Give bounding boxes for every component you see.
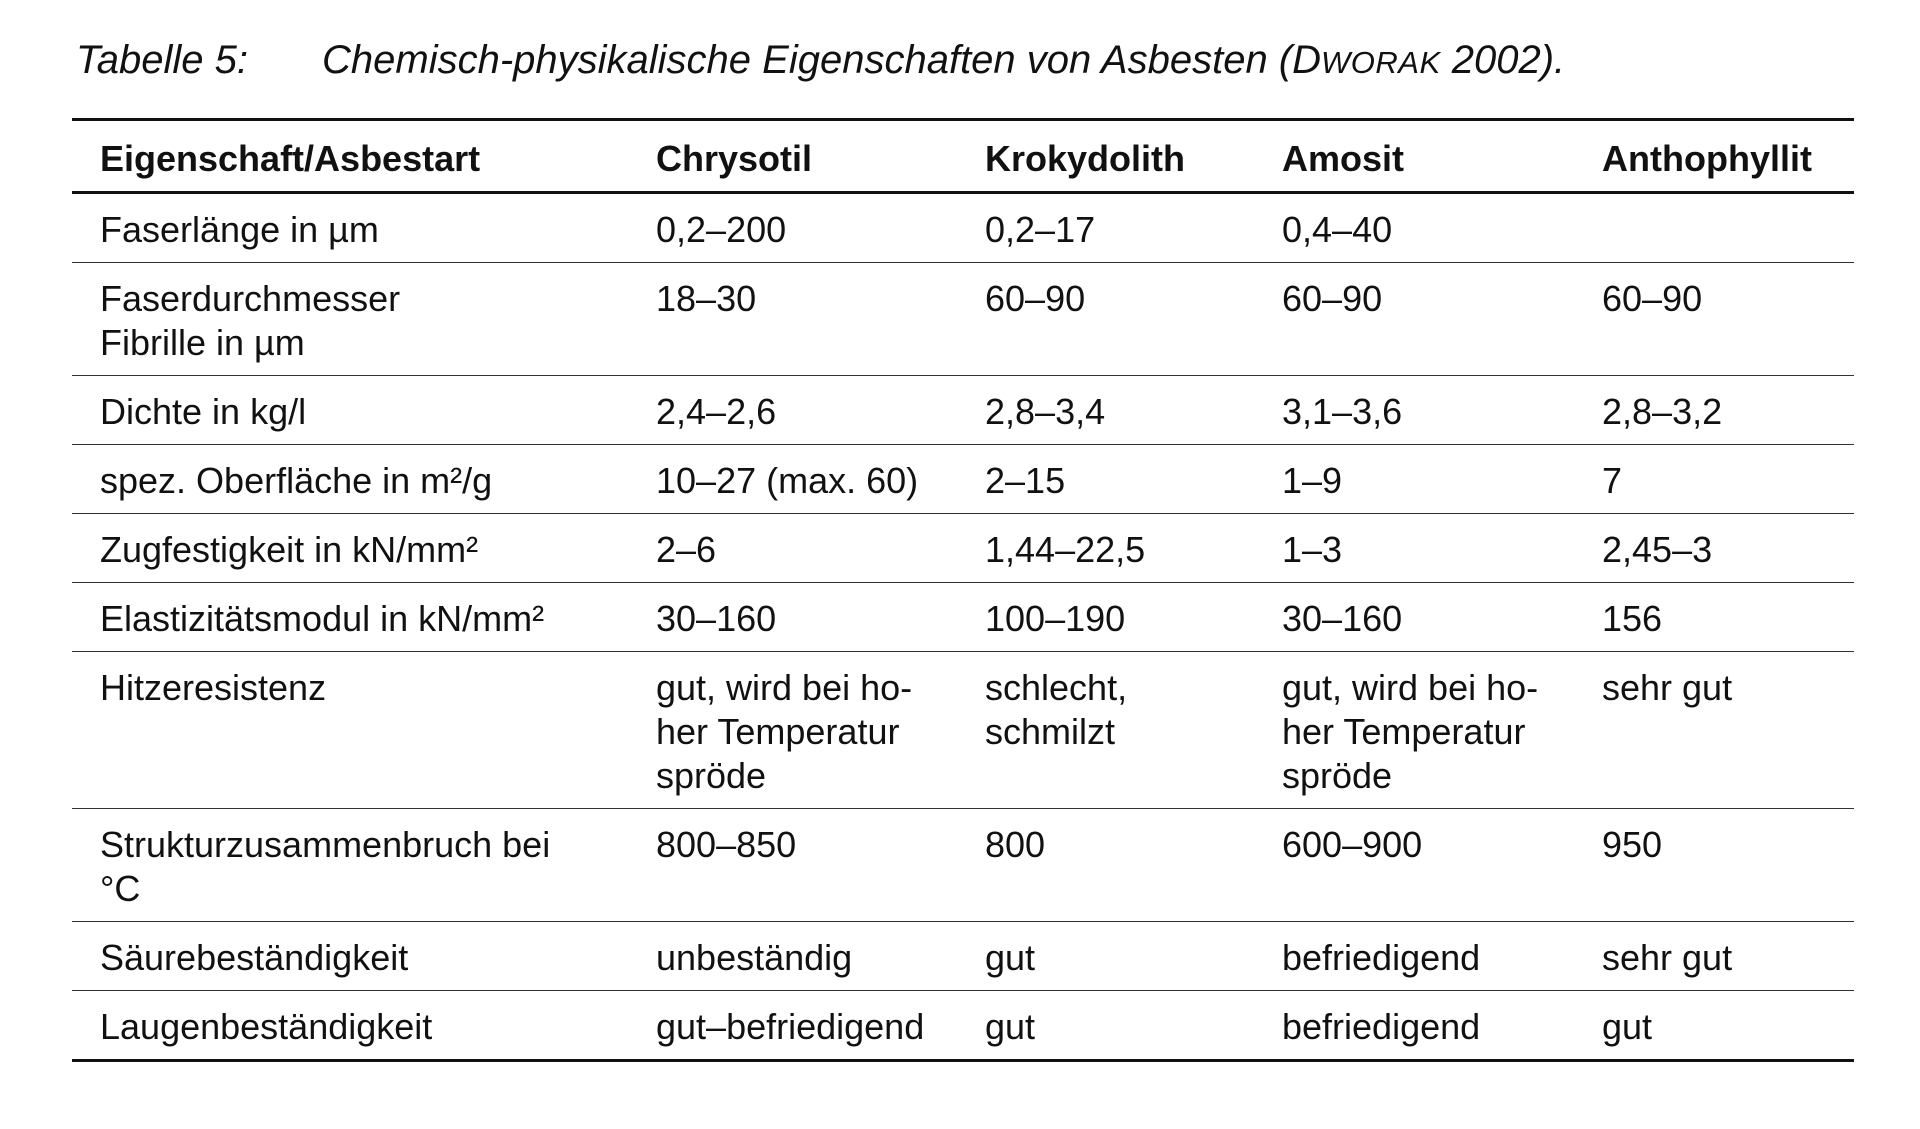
table-row bbox=[72, 445, 1854, 514]
table-cell: gut bbox=[985, 937, 1036, 978]
table-cell: gut, wird bei ho- her Temperatur spröde bbox=[1282, 667, 1539, 796]
header-amosit: Amosit bbox=[1282, 138, 1405, 179]
header-chrysotil: Chrysotil bbox=[656, 138, 813, 179]
caption-author-initial: D bbox=[1292, 38, 1322, 82]
table-cell: 800 bbox=[985, 824, 1046, 865]
table-cell: 100–190 bbox=[985, 598, 1126, 639]
table-cell: 1,44–22,5 bbox=[985, 529, 1146, 570]
row-label: Strukturzusammenbruch bei °C bbox=[100, 824, 551, 909]
table-cell: 0,2–17 bbox=[985, 209, 1096, 250]
row-label: Elastizitätsmodul in kN/mm² bbox=[100, 598, 545, 639]
table-cell: 3,1–3,6 bbox=[1282, 391, 1403, 432]
table-cell: befriedigend bbox=[1282, 1006, 1481, 1047]
table-cell: 2–6 bbox=[656, 529, 717, 570]
row-label: Säurebeständigkeit bbox=[100, 937, 409, 978]
table-header-row bbox=[72, 120, 1854, 193]
table-row bbox=[72, 991, 1854, 1061]
row-label: Hitzeresistenz bbox=[100, 667, 327, 708]
table-cell: sehr gut bbox=[1602, 937, 1733, 978]
table-cell: 1–9 bbox=[1282, 460, 1343, 501]
header-anthophyllit: Anthophyllit bbox=[1602, 138, 1812, 179]
asbestos-properties-table bbox=[72, 118, 1854, 1062]
table-caption bbox=[76, 34, 1565, 89]
table-row bbox=[72, 263, 1854, 376]
table-cell: 156 bbox=[1602, 598, 1663, 639]
table-cell: 1–3 bbox=[1282, 529, 1343, 570]
table-cell: 800–850 bbox=[656, 824, 797, 865]
table-cell: 2,45–3 bbox=[1602, 529, 1713, 570]
row-label: Faserlänge in µm bbox=[100, 209, 379, 250]
table-cell: 2,8–3,4 bbox=[985, 391, 1106, 432]
table-cell: 0,2–200 bbox=[656, 209, 787, 250]
table-cell: 950 bbox=[1602, 824, 1663, 865]
table-cell: gut bbox=[1602, 1006, 1653, 1047]
table-row bbox=[72, 583, 1854, 652]
table-cell: 30–160 bbox=[1282, 598, 1403, 639]
table-cell: gut, wird bei ho- her Temperatur spröde bbox=[656, 667, 913, 796]
caption-label: Tabelle 5: bbox=[76, 38, 248, 82]
table-cell: 60–90 bbox=[985, 278, 1086, 319]
table-cell: 2,8–3,2 bbox=[1602, 391, 1723, 432]
table-cell: 2,4–2,6 bbox=[656, 391, 777, 432]
row-label: spez. Oberfläche in m²/g bbox=[100, 460, 493, 501]
table-cell: befriedigend bbox=[1282, 937, 1481, 978]
table-cell: sehr gut bbox=[1602, 667, 1733, 708]
table-row bbox=[72, 376, 1854, 445]
table-row bbox=[72, 193, 1854, 263]
table-cell: 10–27 (max. 60) bbox=[656, 460, 919, 501]
table-row bbox=[72, 809, 1854, 922]
table-cell: gut–befriedigend bbox=[656, 1006, 925, 1047]
table-row bbox=[72, 652, 1854, 809]
row-label: Faserdurchmesser Fibrille in µm bbox=[100, 278, 401, 363]
row-label: Zugfestigkeit in kN/mm² bbox=[100, 529, 479, 570]
caption-title-end: 2002). bbox=[1440, 38, 1566, 82]
table-cell: 18–30 bbox=[656, 278, 757, 319]
row-label: Laugenbeständigkeit bbox=[100, 1006, 433, 1047]
table-cell: 7 bbox=[1602, 460, 1623, 501]
table-cell bbox=[1574, 193, 1854, 263]
header-krokydolith: Krokydolith bbox=[985, 138, 1186, 179]
table-row bbox=[72, 922, 1854, 991]
header-property: Eigenschaft/Asbestart bbox=[100, 138, 481, 179]
table-cell: 600–900 bbox=[1282, 824, 1423, 865]
caption-title: Chemisch-physikalische Eigenschaften von Asbesten ( bbox=[322, 38, 1293, 82]
table-cell: 2–15 bbox=[985, 460, 1066, 501]
table-cell: unbeständig bbox=[656, 937, 853, 978]
table-cell: 60–90 bbox=[1602, 278, 1703, 319]
table-row bbox=[72, 514, 1854, 583]
table-cell: 30–160 bbox=[656, 598, 777, 639]
caption-author-smallcaps: WORAK bbox=[1321, 45, 1441, 80]
table-cell: gut bbox=[985, 1006, 1036, 1047]
table-cell: 0,4–40 bbox=[1282, 209, 1393, 250]
table-cell: schlecht, schmilzt bbox=[985, 667, 1128, 752]
table-cell: 60–90 bbox=[1282, 278, 1383, 319]
row-label: Dichte in kg/l bbox=[100, 391, 307, 432]
